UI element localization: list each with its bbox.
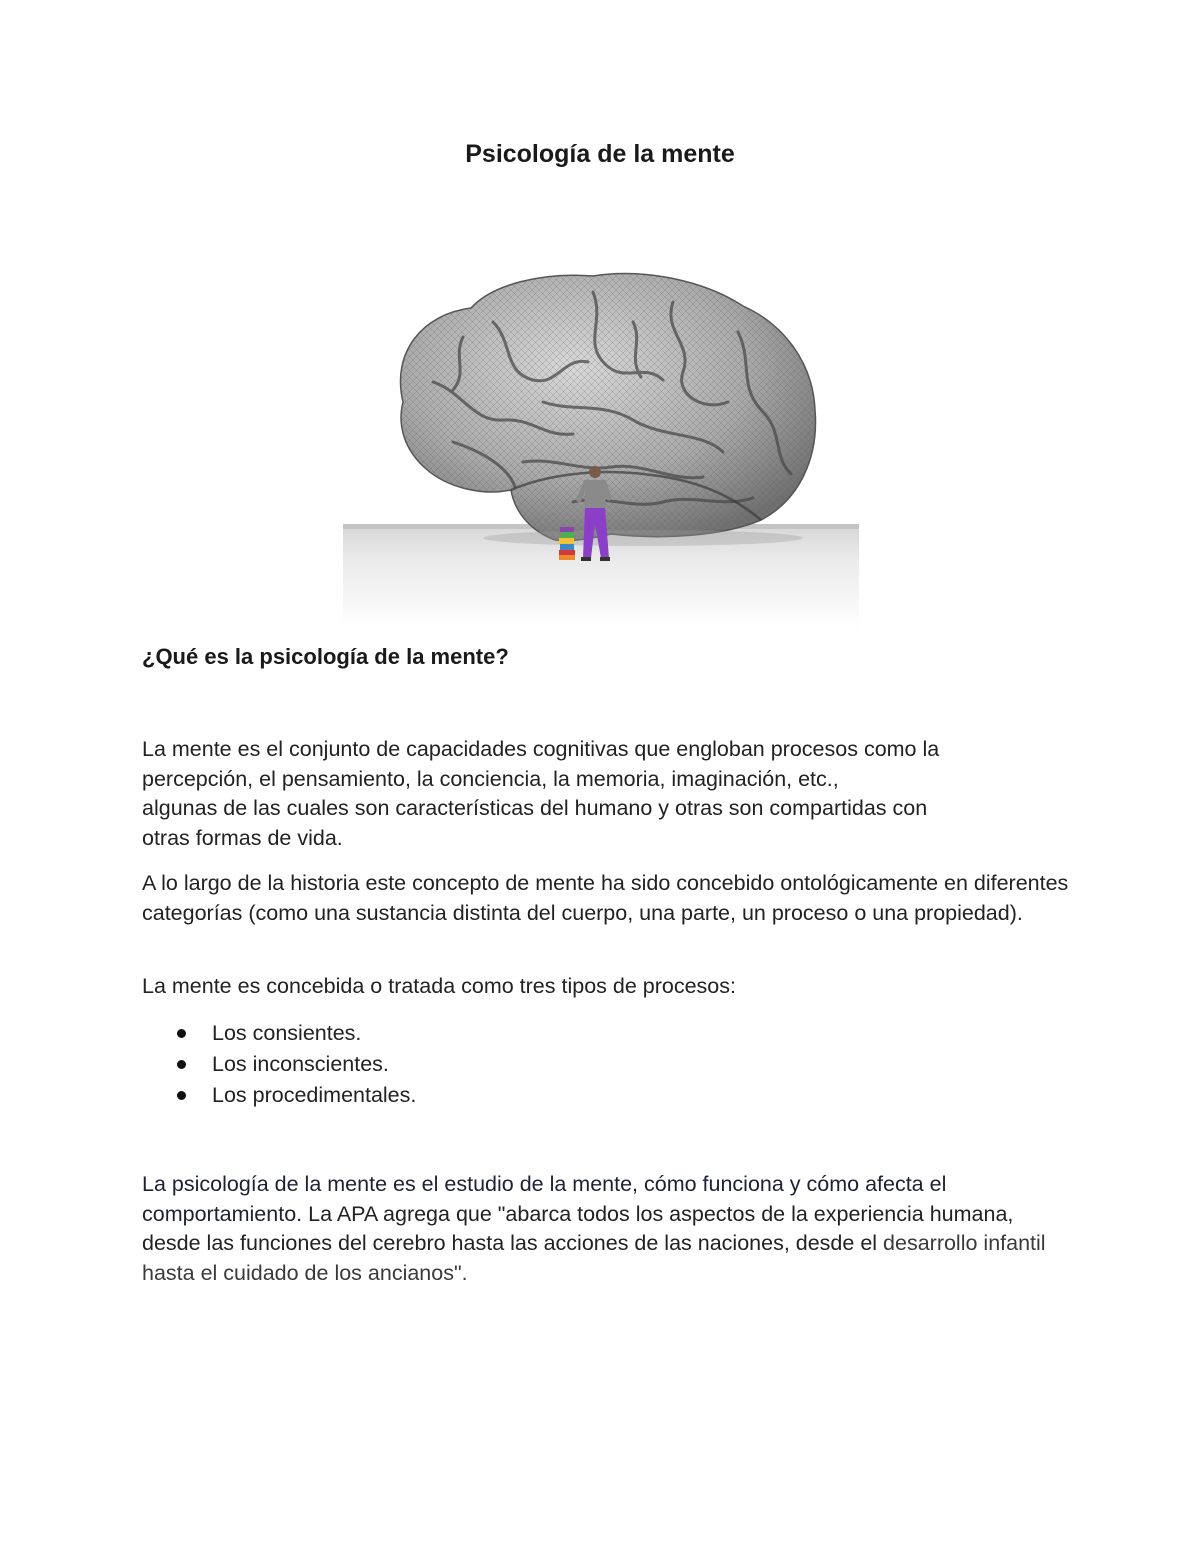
- bullet-icon: [177, 1060, 186, 1069]
- paragraph-line: percepción, el pensamiento, la conciencia, la memoria, imaginación, etc.,: [142, 766, 839, 791]
- list-item-text: Los procedimentales.: [212, 1083, 417, 1107]
- page-title: Psicología de la mente: [465, 140, 735, 168]
- section-heading: ¿Qué es la psicología de la mente?: [142, 644, 509, 669]
- process-types-list: [142, 1018, 416, 1111]
- paragraph-part: La APA agrega que "abarca todos los aspectos de la experiencia humana, desde las funciones del cerebro hasta las acciones de las naciones, desde el: [142, 1201, 1014, 1255]
- paragraph-process-types: La mente es concebida o tratada como tres tipos de procesos:: [142, 974, 736, 998]
- brain-with-person-icon: [343, 262, 859, 630]
- paragraph-line: otras formas de vida.: [142, 825, 343, 850]
- list-item: [142, 1018, 416, 1049]
- paragraph-apa-definition: [142, 1170, 1072, 1288]
- paragraph-part: La psicología de la mente es el estudio de la mente, cómo funciona y cómo afecta el comportamiento.: [142, 1172, 947, 1226]
- paragraph-history: A lo largo de la historia este concepto de mente ha sido concebido ontológicamente en diferentes categorías (como una sustancia distinta del cuerpo, una parte, un proceso o una propiedad).: [142, 871, 1069, 925]
- paragraph-line: La mente es el conjunto de capacidades cognitivas que engloban procesos como la: [142, 737, 940, 761]
- list-item-text: Los inconscientes.: [212, 1052, 389, 1076]
- paragraph-definition: [142, 735, 1072, 853]
- list-item: [142, 1049, 416, 1080]
- paragraph-line: algunas de las cuales son características del humano y otras son compartidas con: [142, 796, 928, 820]
- paragraph-part: desarrollo infantil hasta el cuidado de los ancianos".: [142, 1231, 1046, 1285]
- list-item: [142, 1080, 416, 1111]
- bullet-icon: [177, 1091, 186, 1100]
- list-item-text: Los consientes.: [212, 1021, 362, 1045]
- brain-illustration: [343, 262, 859, 630]
- bullet-icon: [177, 1029, 186, 1038]
